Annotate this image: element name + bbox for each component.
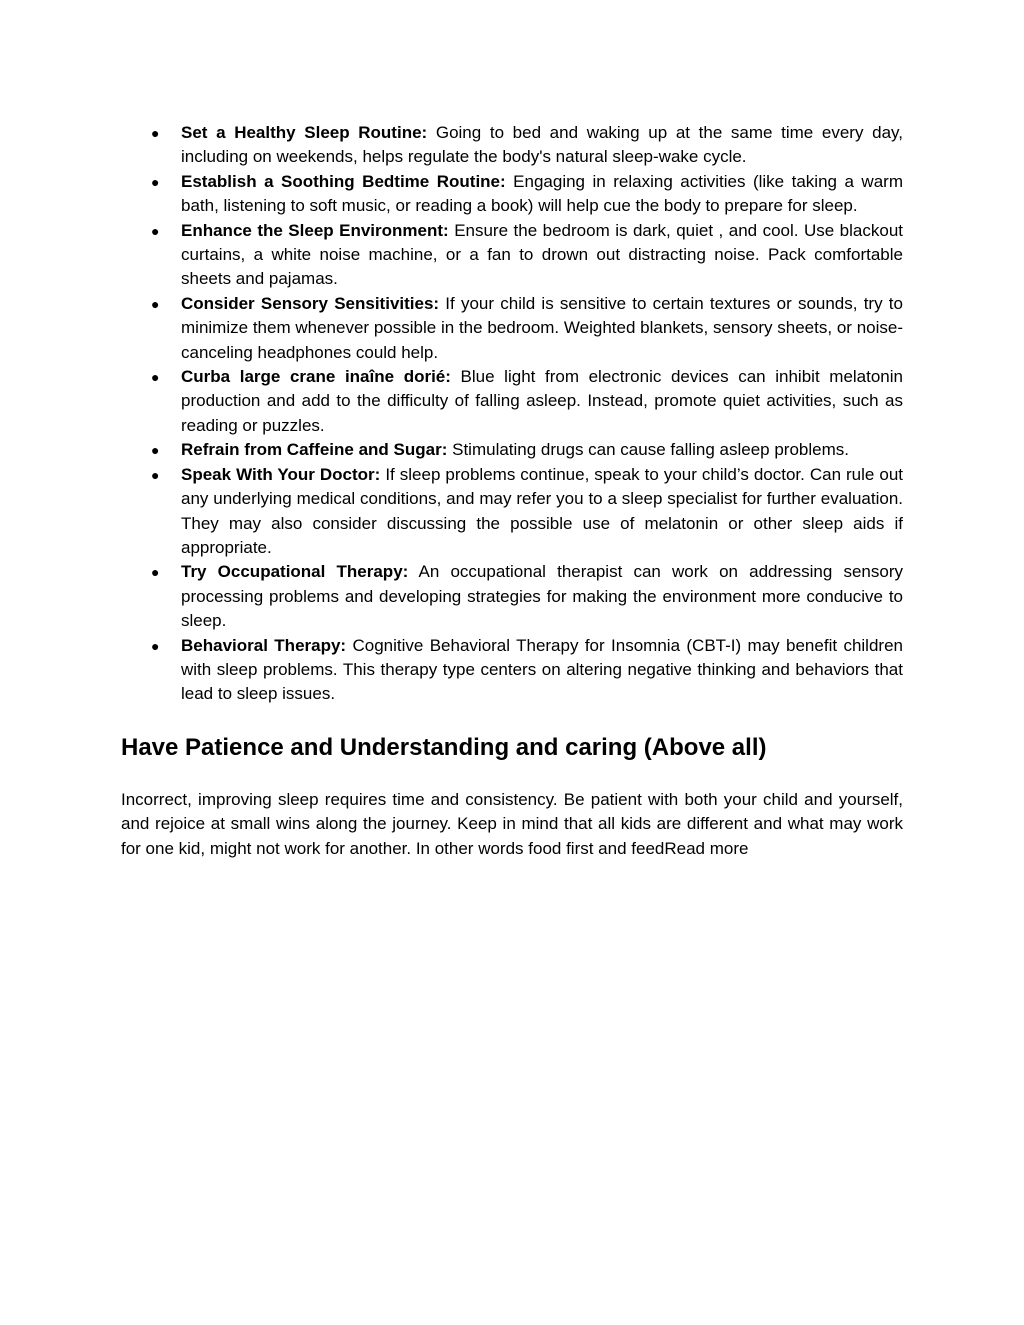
tips-list (121, 121, 903, 707)
bullet-icon: ● (151, 295, 160, 312)
list-item (121, 560, 903, 633)
section-heading: Have Patience and Understanding and caring (Above all) (121, 733, 767, 761)
bullet-icon: ● (151, 466, 160, 483)
closing-paragraph (121, 788, 903, 861)
list-item (121, 438, 903, 462)
tip-text: If your child is sensitive to certain textures or sounds, try to minimize them whenever possible in the bedroom. Weighted blankets, sensory sheets, or noise-canceling headphones could help. (181, 293, 903, 362)
tip-text: Cognitive Behavioral Therapy for Insomnia (CBT-I) may benefit children with sleep problems. This therapy type centers on altering negative thinking and behaviors that lead to sleep issues. (181, 635, 903, 704)
tip-label: Speak With Your Doctor: (181, 464, 381, 484)
tip-label: Try Occupational Therapy: (181, 562, 409, 582)
tip-text: Going to bed and waking up at the same time every day, including on weekends, helps regulate the body's natural sleep-wake cycle. (181, 123, 903, 167)
tip-label: Set a Healthy Sleep Routine: (181, 123, 428, 142)
tip-label: Establish a Soothing Bedtime Routine: (181, 171, 506, 191)
tip-label: Enhance the Sleep Environment: (181, 220, 449, 240)
list-item (121, 170, 903, 219)
bullet-icon: ● (151, 369, 160, 386)
bullet-icon: ● (151, 637, 160, 654)
tip-text: Blue light from electronic devices can inhibit melatonin production and add to the difficulty of falling asleep. Instead, promote quiet activities, such as reading or puzzles. (181, 367, 903, 435)
list-item (121, 219, 903, 292)
bullet-icon: ● (151, 564, 160, 581)
tip-text: Stimulating drugs can cause falling asleep problems. (452, 440, 849, 460)
document-page (121, 121, 903, 861)
bullet-icon: ● (151, 125, 160, 141)
tip-text: If sleep problems continue, speak to your child’s doctor. Can rule out any underlying medical conditions, and may refer you to a sleep specialist for further evaluation. They may also consider discussing the possible use of melatonin or other sleep aids if appropriate. (181, 464, 903, 557)
tip-label: Refrain from Caffeine and Sugar: (181, 440, 448, 460)
list-item (121, 463, 903, 561)
tip-text: Ensure the bedroom is dark, quiet , and cool. Use blackout curtains, a white noise machine, or a fan to drown out distracting noise. Pack comfortable sheets and pajamas. (181, 220, 903, 289)
bullet-icon: ● (151, 222, 160, 239)
list-item (121, 634, 903, 707)
list-item (121, 292, 903, 365)
list-item (121, 121, 903, 170)
tip-label: Curba large crane inaîne dorié: (181, 367, 451, 387)
tip-text: An occupational therapist can work on addressing sensory processing problems and developing strategies for making the environment more conducive to sleep. (181, 562, 903, 631)
read-more-link[interactable]: Read more (664, 838, 749, 858)
tip-label: Behavioral Therapy: (181, 635, 347, 655)
list-item (121, 365, 903, 438)
bullet-icon: ● (151, 173, 160, 190)
tip-label: Consider Sensory Sensitivities: (181, 293, 440, 313)
tip-text: Engaging in relaxing activities (like taking a warm bath, listening to soft music, or reading a book) will help cue the body to prepare for sleep. (181, 171, 903, 216)
closing-text: Incorrect, improving sleep requires time and consistency. Be patient with both your child and yourself, and rejoice at small wins along the journey. Keep in mind that all kids are different and what may work for one kid, might not work for another. In other words food first and feed (121, 789, 903, 858)
bullet-icon: ● (151, 442, 160, 459)
